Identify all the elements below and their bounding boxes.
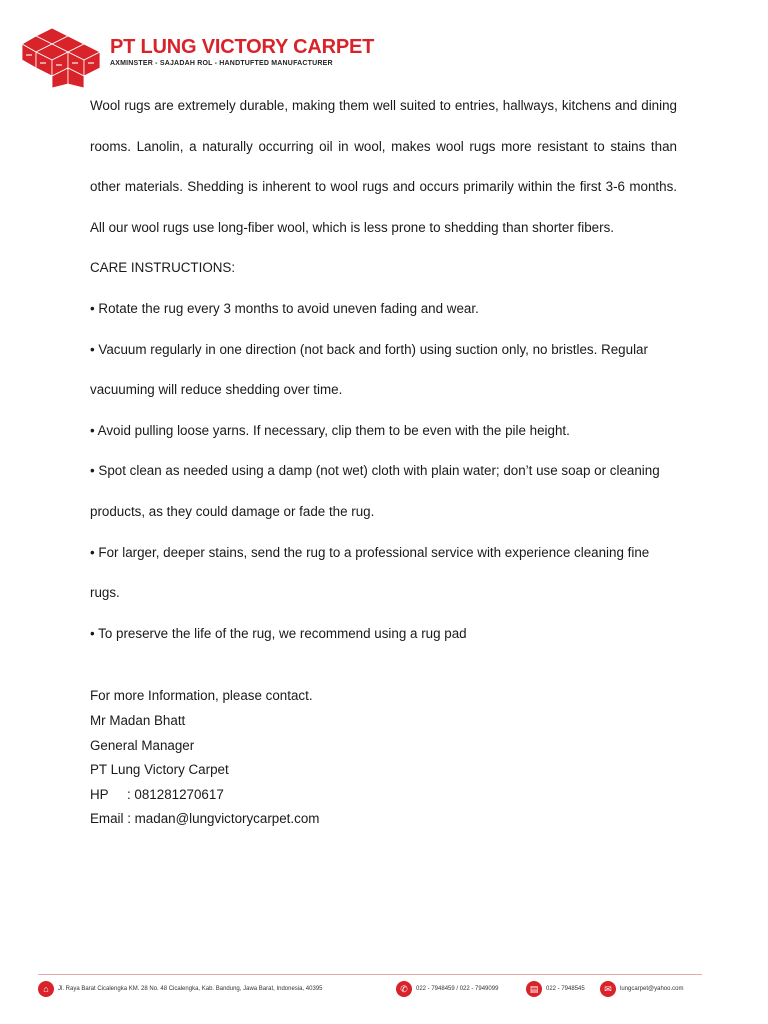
- care-bullet: • For larger, deeper stains, send the rug to a professional service with experience cleaning fine rugs.: [90, 544, 650, 601]
- care-bullet: • Vacuum regularly in one direction (not back and forth) using suction only, no bristles. Regular vacuuming will reduce shedding over time.: [90, 341, 648, 398]
- intro-paragraph: Wool rugs are extremely durable, making them well suited to entries, hallways, kitchens and dining rooms. Lanolin, a naturally occurring oil in wool, makes wool rugs more resistant to stains than other materials. Shedding is inherent to wool rugs and occurs primarily within the first 3-6 months. All our wool rugs use long-fiber wool, which is less prone to shedding than shorter fibers.: [90, 98, 677, 235]
- care-bullet: • Spot clean as needed using a damp (not wet) cloth with plain water; don’t use soap or cleaning products, as they could damage or fade the rug.: [90, 463, 660, 519]
- brand-name: PT LUNG VICTORY CARPET: [110, 36, 375, 58]
- footer-email: [600, 981, 683, 997]
- footer-address-text: Jl. Raya Barat Cicalengka KM. 28 No. 48 Cicalengka, Kab. Bandung, Jawa Barat, Indonesia, 40395: [58, 986, 323, 992]
- phone-icon: ✆: [396, 981, 412, 997]
- care-bullet: • To preserve the life of the rug, we recommend using a rug pad: [90, 625, 467, 641]
- contact-intro: For more Information, please contact.: [90, 688, 313, 704]
- care-bullet: • Rotate the rug every 3 months to avoid uneven fading and wear.: [90, 300, 479, 316]
- letterhead: [22, 24, 382, 88]
- home-icon: ⌂: [38, 981, 54, 997]
- letterhead-footer: [38, 974, 702, 1002]
- footer-phone-text: 022 - 7948459 / 022 - 7949099: [416, 986, 499, 992]
- company-logo-icon: [22, 24, 104, 88]
- footer-phone: [396, 981, 498, 997]
- contact-phone: HP : 081281270617: [90, 786, 224, 802]
- contact-name: Mr Madan Bhatt: [90, 712, 186, 728]
- fax-icon: ▤: [526, 981, 542, 997]
- footer-fax: [526, 981, 585, 997]
- footer-address: [38, 981, 323, 997]
- footer-email-text: lungcarpet@yahoo.com: [620, 986, 684, 992]
- spacer: [90, 654, 677, 684]
- footer-fax-text: 022 - 7948545: [546, 986, 585, 992]
- contact-title: General Manager: [90, 737, 195, 753]
- contact-company: PT Lung Victory Carpet: [90, 762, 229, 778]
- care-heading: CARE INSTRUCTIONS:: [90, 260, 236, 276]
- mail-icon: ✉: [600, 981, 616, 997]
- care-bullet: • Avoid pulling loose yarns. If necessary, clip them to be even with the pile height.: [90, 422, 570, 438]
- document-body: [90, 86, 677, 832]
- contact-email: Email : madan@lungvictorycarpet.com: [90, 811, 320, 827]
- brand-tagline: AXMINSTER - SAJADAH ROL - HANDTUFTED MANUFACTURER: [110, 60, 333, 67]
